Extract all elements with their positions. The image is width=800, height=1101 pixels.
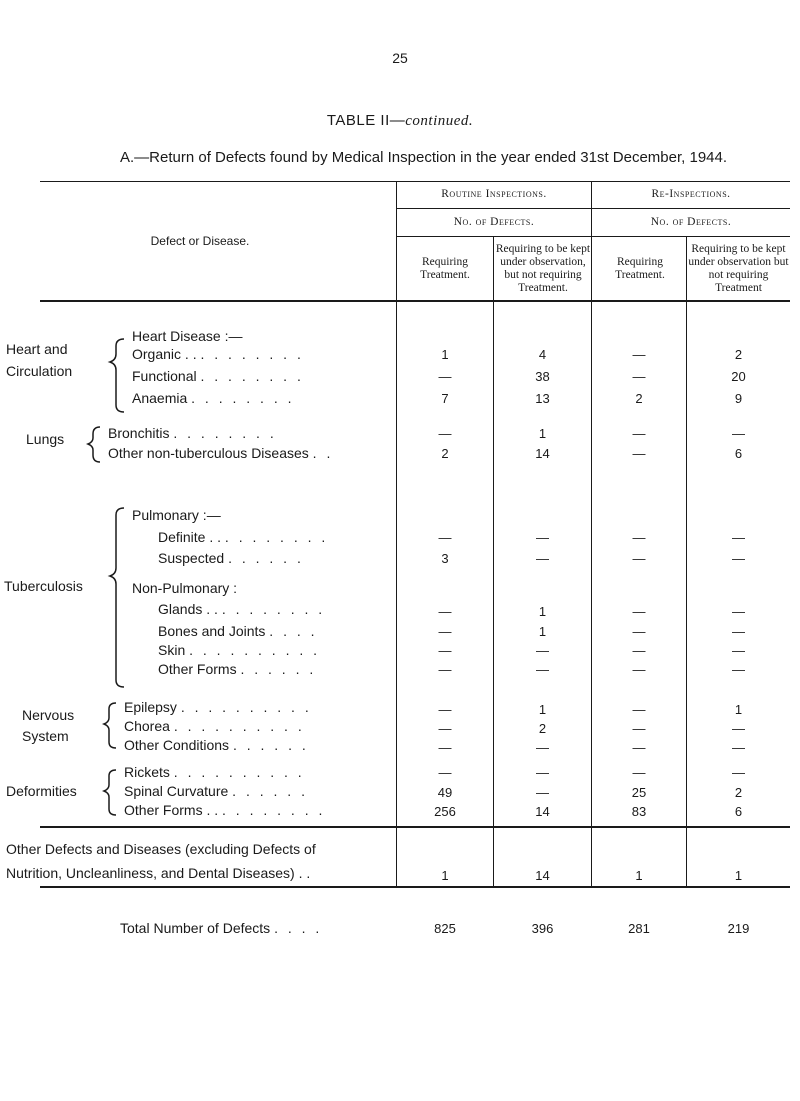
chorea-re-observation: — bbox=[732, 721, 745, 736]
spinal-routine-treatment: 49 bbox=[437, 785, 453, 800]
row-other-defects-line1: Other Defects and Diseases (excluding Defects of bbox=[6, 841, 316, 857]
total-re-observation: 219 bbox=[727, 921, 750, 936]
functional-routine-observation: 38 bbox=[535, 369, 550, 384]
bronchitis-dots: . . . . . . . . bbox=[173, 425, 277, 441]
bronchitis-re-observation: — bbox=[732, 426, 745, 441]
bones-routine-treatment: — bbox=[438, 624, 452, 639]
functional-text: Functional bbox=[132, 368, 197, 384]
total-routine-treatment: 825 bbox=[434, 921, 456, 936]
suspected-text: Suspected bbox=[158, 550, 225, 566]
header-requiring-observation: Requiring to be kept under observation, but not requiring Treatment. bbox=[495, 243, 591, 294]
chorea-re-treatment: — bbox=[632, 721, 646, 736]
glands-re-treatment: — bbox=[632, 604, 646, 619]
suspected-routine-treatment: 3 bbox=[441, 551, 449, 566]
table-title bbox=[0, 112, 800, 130]
row-functional-label bbox=[132, 368, 304, 384]
glands-text: Glands . . bbox=[158, 601, 218, 617]
total-re-treatment: 281 bbox=[628, 921, 650, 936]
bottom-rule bbox=[40, 886, 790, 888]
row-pulmonary-label: Pulmonary :— bbox=[132, 507, 221, 523]
other-nontb-routine-treatment: 2 bbox=[441, 446, 449, 461]
epilepsy-re-observation: 1 bbox=[734, 702, 743, 717]
brace-lungs bbox=[88, 427, 100, 462]
rickets-dots: . . . . . . . . . . bbox=[173, 764, 305, 780]
other-forms-def-routine-treatment: 256 bbox=[434, 804, 456, 819]
other-defects-routine-treatment: 1 bbox=[441, 868, 449, 883]
skin-text: Skin bbox=[158, 642, 186, 658]
definite-dots: . . . . . . . . bbox=[224, 529, 329, 545]
anaemia-re-treatment: 2 bbox=[635, 391, 643, 406]
brace-deformities bbox=[104, 770, 116, 815]
definite-routine-observation: — bbox=[536, 530, 549, 545]
top-rule bbox=[40, 181, 790, 182]
header-re-no-defects: No. of Defects. bbox=[650, 216, 732, 228]
header-reinspections: Re-Inspections. bbox=[651, 188, 731, 200]
other-conditions-re-treatment: — bbox=[632, 740, 646, 755]
functional-re-treatment: — bbox=[632, 369, 646, 384]
header-requiring-treatment: Requiring Treatment. bbox=[420, 256, 470, 281]
other-forms-def-text: Other Forms . . bbox=[124, 802, 219, 818]
other-forms-tb-routine-treatment: — bbox=[438, 662, 452, 677]
other-nontb-re-treatment: — bbox=[632, 446, 646, 461]
brace-heart bbox=[110, 339, 124, 412]
epilepsy-dots: . . . . . . . . . . bbox=[180, 699, 312, 715]
skin-re-treatment: — bbox=[632, 643, 646, 658]
bronchitis-routine-observation: 1 bbox=[538, 426, 547, 441]
epilepsy-routine-observation: 1 bbox=[538, 702, 547, 717]
row-chorea-label bbox=[124, 718, 305, 734]
routine-subrule bbox=[396, 208, 790, 209]
row-organic-label bbox=[132, 346, 304, 362]
bronchitis-routine-treatment: — bbox=[438, 426, 452, 441]
total-routine-observation: 396 bbox=[531, 921, 554, 936]
anaemia-dots: . . . . . . . . bbox=[191, 390, 295, 406]
other-nontb-re-observation: 6 bbox=[734, 446, 743, 461]
skin-re-observation: — bbox=[732, 643, 745, 658]
group-heart-circulation: Heart and Circulation bbox=[6, 341, 73, 379]
row-skin-label bbox=[158, 642, 320, 658]
suspected-re-observation: — bbox=[732, 551, 745, 566]
rickets-re-observation: — bbox=[732, 765, 745, 780]
other-conditions-re-observation: — bbox=[732, 740, 745, 755]
anaemia-routine-observation: 13 bbox=[535, 391, 550, 406]
bones-re-observation: — bbox=[732, 624, 745, 639]
row-other-conditions-label bbox=[124, 737, 309, 753]
skin-routine-treatment: — bbox=[438, 643, 452, 658]
other-defects-re-observation: 1 bbox=[734, 868, 743, 883]
brace-nervous bbox=[104, 703, 116, 748]
definite-routine-treatment: — bbox=[438, 530, 452, 545]
header-routine: Routine Inspections. bbox=[441, 188, 547, 200]
epilepsy-re-treatment: — bbox=[632, 702, 646, 717]
group-nervous-system: Nervous System bbox=[22, 707, 75, 744]
chorea-dots: . . . . . . . . . . bbox=[173, 718, 305, 734]
row-nonpulmonary-label: Non-Pulmonary : bbox=[132, 580, 238, 596]
spinal-text: Spinal Curvature bbox=[124, 783, 229, 799]
other-forms-tb-text: Other Forms bbox=[158, 661, 237, 677]
organic-re-treatment: — bbox=[632, 347, 646, 362]
anaemia-routine-treatment: 7 bbox=[441, 391, 449, 406]
other-forms-def-routine-observation: 14 bbox=[535, 804, 550, 819]
bronchitis-text: Bronchitis bbox=[108, 425, 170, 441]
bones-text: Bones and Joints bbox=[158, 623, 266, 639]
skin-routine-observation: — bbox=[536, 643, 549, 658]
glands-routine-treatment: — bbox=[438, 604, 452, 619]
header-routine-no-defects: No. of Defects. bbox=[453, 216, 535, 228]
chorea-routine-treatment: — bbox=[438, 721, 452, 736]
row-epilepsy-label bbox=[124, 699, 312, 715]
spinal-routine-observation: — bbox=[536, 785, 549, 800]
row-glands-label bbox=[158, 601, 325, 617]
suspected-re-treatment: — bbox=[632, 551, 646, 566]
other-nontb-dots: . . bbox=[312, 445, 334, 461]
definite-re-observation: — bbox=[732, 530, 745, 545]
suspected-dots: . . . . . . bbox=[228, 550, 304, 566]
anaemia-re-observation: 9 bbox=[734, 391, 743, 406]
other-conditions-dots: . . . . . . bbox=[232, 737, 309, 753]
table-title-continued: continued. bbox=[405, 113, 474, 129]
row-definite-label bbox=[158, 529, 328, 545]
rickets-routine-treatment: — bbox=[438, 765, 452, 780]
spinal-dots: . . . . . . bbox=[232, 783, 308, 799]
row-other-defects-line2: Nutrition, Uncleanliness, and Dental Diseases) . . bbox=[6, 865, 311, 881]
glands-routine-observation: 1 bbox=[538, 604, 547, 619]
row-bronchitis-label bbox=[108, 425, 277, 441]
spinal-re-observation: 2 bbox=[734, 785, 743, 800]
functional-dots: . . . . . . . . bbox=[200, 368, 304, 384]
glands-re-observation: — bbox=[732, 604, 745, 619]
other-defects-re-treatment: 1 bbox=[635, 868, 643, 883]
organic-text: Organic . . bbox=[132, 346, 197, 362]
organic-re-observation: 2 bbox=[734, 347, 743, 362]
rickets-text: Rickets bbox=[124, 764, 170, 780]
definite-text: Definite . . bbox=[158, 529, 222, 545]
definite-re-treatment: — bbox=[632, 530, 646, 545]
row-other-forms-tb-label bbox=[158, 661, 316, 677]
group-tuberculosis: Tuberculosis bbox=[4, 578, 83, 594]
other-nontb-routine-observation: 14 bbox=[535, 446, 550, 461]
page-number: 25 bbox=[392, 50, 408, 66]
rickets-re-treatment: — bbox=[632, 765, 646, 780]
chorea-routine-observation: 2 bbox=[538, 721, 547, 736]
total-dots: . . . . bbox=[274, 920, 323, 936]
rickets-routine-observation: — bbox=[536, 765, 549, 780]
row-spinal-label bbox=[124, 783, 308, 799]
table-subtitle: A.—Return of Defects found by Medical Inspection in the year ended 31st December, 1944. bbox=[120, 149, 728, 166]
suspected-routine-observation: — bbox=[536, 551, 549, 566]
other-forms-def-dots: . . . . . . . . bbox=[222, 802, 326, 818]
organic-routine-treatment: 1 bbox=[441, 347, 449, 362]
group-lungs: Lungs bbox=[26, 431, 65, 447]
other-conditions-text: Other Conditions bbox=[124, 737, 230, 753]
spinal-re-treatment: 25 bbox=[631, 785, 647, 800]
row-bones-label bbox=[158, 623, 318, 639]
nodefects-subrule bbox=[396, 236, 790, 237]
chorea-text: Chorea bbox=[124, 718, 170, 734]
header-re-requiring-observation: Requiring to be kept under observation but not requiring Treatment bbox=[688, 243, 789, 294]
epilepsy-text: Epilepsy bbox=[124, 699, 177, 715]
functional-routine-treatment: — bbox=[438, 369, 452, 384]
other-forms-def-re-treatment: 83 bbox=[631, 804, 647, 819]
other-nontb-text: Other non-tuberculous Diseases bbox=[108, 445, 309, 461]
other-conditions-routine-treatment: — bbox=[438, 740, 452, 755]
row-rickets-label bbox=[124, 764, 305, 780]
functional-re-observation: 20 bbox=[731, 369, 746, 384]
row-other-forms-def-label bbox=[124, 802, 325, 818]
header-rule bbox=[40, 300, 790, 302]
row-total-label bbox=[120, 920, 322, 936]
brace-tuberculosis bbox=[110, 508, 124, 687]
other-forms-tb-dots: . . . . . . bbox=[240, 661, 317, 677]
other-forms-def-re-observation: 6 bbox=[734, 804, 743, 819]
glands-dots: . . . . . . . . bbox=[221, 601, 326, 617]
header-re-requiring-treatment: Requiring Treatment. bbox=[615, 256, 665, 281]
header-defect: Defect or Disease. bbox=[150, 234, 250, 248]
row-anaemia-label bbox=[132, 390, 295, 406]
organic-dots: . . . . . . . . bbox=[200, 346, 304, 362]
other-defects-routine-observation: 14 bbox=[535, 868, 550, 883]
total-rule bbox=[40, 826, 790, 828]
epilepsy-routine-treatment: — bbox=[438, 702, 452, 717]
bones-re-treatment: — bbox=[632, 624, 646, 639]
table-title-main: TABLE II— bbox=[326, 112, 406, 129]
group-deformities: Deformities bbox=[6, 783, 77, 799]
other-forms-tb-re-observation: — bbox=[732, 662, 745, 677]
skin-dots: . . . . . . . . . . bbox=[189, 642, 321, 658]
anaemia-text: Anaemia bbox=[132, 390, 188, 406]
total-text: Total Number of Defects bbox=[120, 920, 271, 936]
bronchitis-re-treatment: — bbox=[632, 426, 646, 441]
bones-dots: . . . . bbox=[269, 623, 318, 639]
other-conditions-routine-observation: — bbox=[536, 740, 549, 755]
row-suspected-label bbox=[158, 550, 304, 566]
bones-routine-observation: 1 bbox=[538, 624, 547, 639]
organic-routine-observation: 4 bbox=[538, 347, 547, 362]
row-other-nontb-label bbox=[108, 445, 333, 461]
row-heart-disease-label: Heart Disease :— bbox=[132, 328, 243, 344]
other-forms-tb-routine-observation: — bbox=[536, 662, 549, 677]
other-forms-tb-re-treatment: — bbox=[632, 662, 646, 677]
